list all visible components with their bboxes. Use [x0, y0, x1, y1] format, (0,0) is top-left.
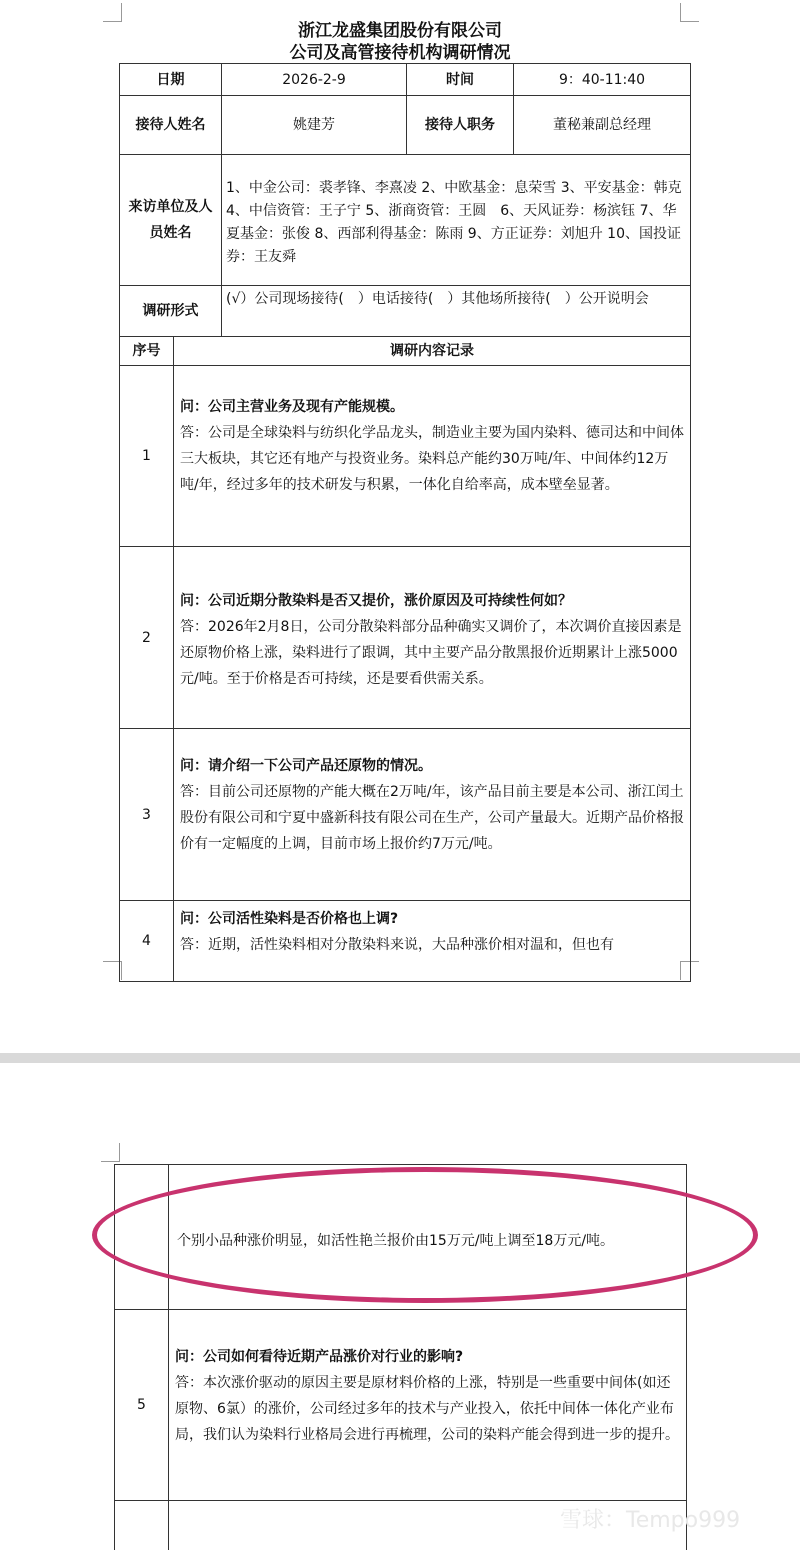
qa-number: 3 [119, 728, 174, 901]
date-value: 2026-2-9 [221, 63, 407, 96]
document-title: 浙江龙盛集团股份有限公司 [298, 21, 502, 41]
watermark: 雪球：Tempo999 [560, 1508, 741, 1533]
position-value: 董秘兼副总经理 [513, 95, 691, 155]
qa-content [173, 900, 691, 982]
document-subtitle: 公司及高管接待机构调研情况 [289, 43, 511, 63]
answer-text: 答：近期，活性染料相对分散染料来说，大品种涨价相对温和，但也有 [180, 937, 614, 953]
qa-continuation: 个别小品种涨价明显，如活性艳兰报价由15万元/吨上调至18万元/吨。 [168, 1164, 687, 1310]
qa-content [173, 546, 691, 729]
highlight-ellipse [92, 1167, 758, 1303]
question-text: 问：公司近期分散染料是否又提价，涨价原因及可持续性何如？ [180, 593, 572, 609]
receiver-label: 接待人姓名 [119, 95, 222, 155]
date-label: 日期 [119, 63, 222, 96]
visitors-value: 1、中金公司：裘孝锋、李熹凌 2、中欧基金：息荣雪 3、平安基金：韩克 4、中信资管：王子宁 5、浙商资管：王圆 6、天风证券：杨滨钰 7、华夏基金：张俊 8、西部利得基金：陈雨 9、方正证券：刘旭升 10、国投证券：王友舜 [221, 154, 691, 286]
content-header: 调研内容记录 [173, 336, 691, 366]
answer-text: 答：本次涨价驱动的原因主要是原材料价格的上涨，特别是一些重要中间体(如还原物、6氯）的涨价，公司经过多年的技术与产业投入，依托中间体一体化产业布局，我们认为染料行业格局会进行再梳理，公司的染料产能会得到进一步的提升。 [175, 1375, 679, 1443]
answer-text: 答：2026年2月8日，公司分散染料部分品种确实又调价了，本次调价直接因素是还原物价格上涨，染料进行了跟调，其中主要产品分散黑报价近期累计上涨5000元/吨。至于价格是否可持续，还是要看供需关系。 [180, 619, 682, 687]
receiver-value: 姚建芳 [221, 95, 407, 155]
document-page-2 [0, 1063, 800, 1543]
qa-content [173, 365, 691, 547]
question-text: 问：公司活性染料是否价格也上调? [180, 911, 399, 927]
time-value: 9：40-11:40 [513, 63, 691, 96]
time-label: 时间 [406, 63, 514, 96]
answer-text: 答：公司是全球染料与纺织化学品龙头，制造业主要为国内染料、德司达和中间体三大板块，其它还有地产与投资业务。染料总产能约30万吨/年、中间体约12万吨/年，经过多年的技术研发与积累，一体化自给率高，成本壁垒显著。 [180, 425, 684, 493]
qa-number: 5 [114, 1309, 169, 1501]
qa-number: 1 [119, 365, 174, 547]
qa-number: 2 [119, 546, 174, 729]
page-separator [0, 1053, 800, 1063]
visitors-label: 来访单位及人员姓名 [119, 154, 222, 286]
qa-number: 4 [119, 900, 174, 982]
answer-text: 答：目前公司还原物的产能大概在2万吨/年，该产品目前主要是本公司、浙江闰土股份有限公司和宁夏中盛新科技有限公司在生产，公司产量最大。近期产品价格报价有一定幅度的上调，目前市场上报价约7万元/吨。 [180, 784, 684, 852]
crop-mark [101, 1143, 120, 1162]
position-label: 接待人职务 [406, 95, 514, 155]
qa-content [168, 1309, 687, 1501]
question-text: 问：公司主营业务及现有产能规模。 [180, 399, 404, 415]
qa-content [173, 728, 691, 901]
seq-header: 序号 [119, 336, 174, 366]
form-value: (√）公司现场接待( ）电话接待( ）其他场所接待( ）公开说明会 [221, 285, 691, 337]
question-text: 问：请介绍一下公司产品还原物的情况。 [180, 758, 432, 774]
question-text: 问：公司如何看待近期产品涨价对行业的影响? [175, 1349, 464, 1365]
form-label: 调研形式 [119, 285, 222, 337]
